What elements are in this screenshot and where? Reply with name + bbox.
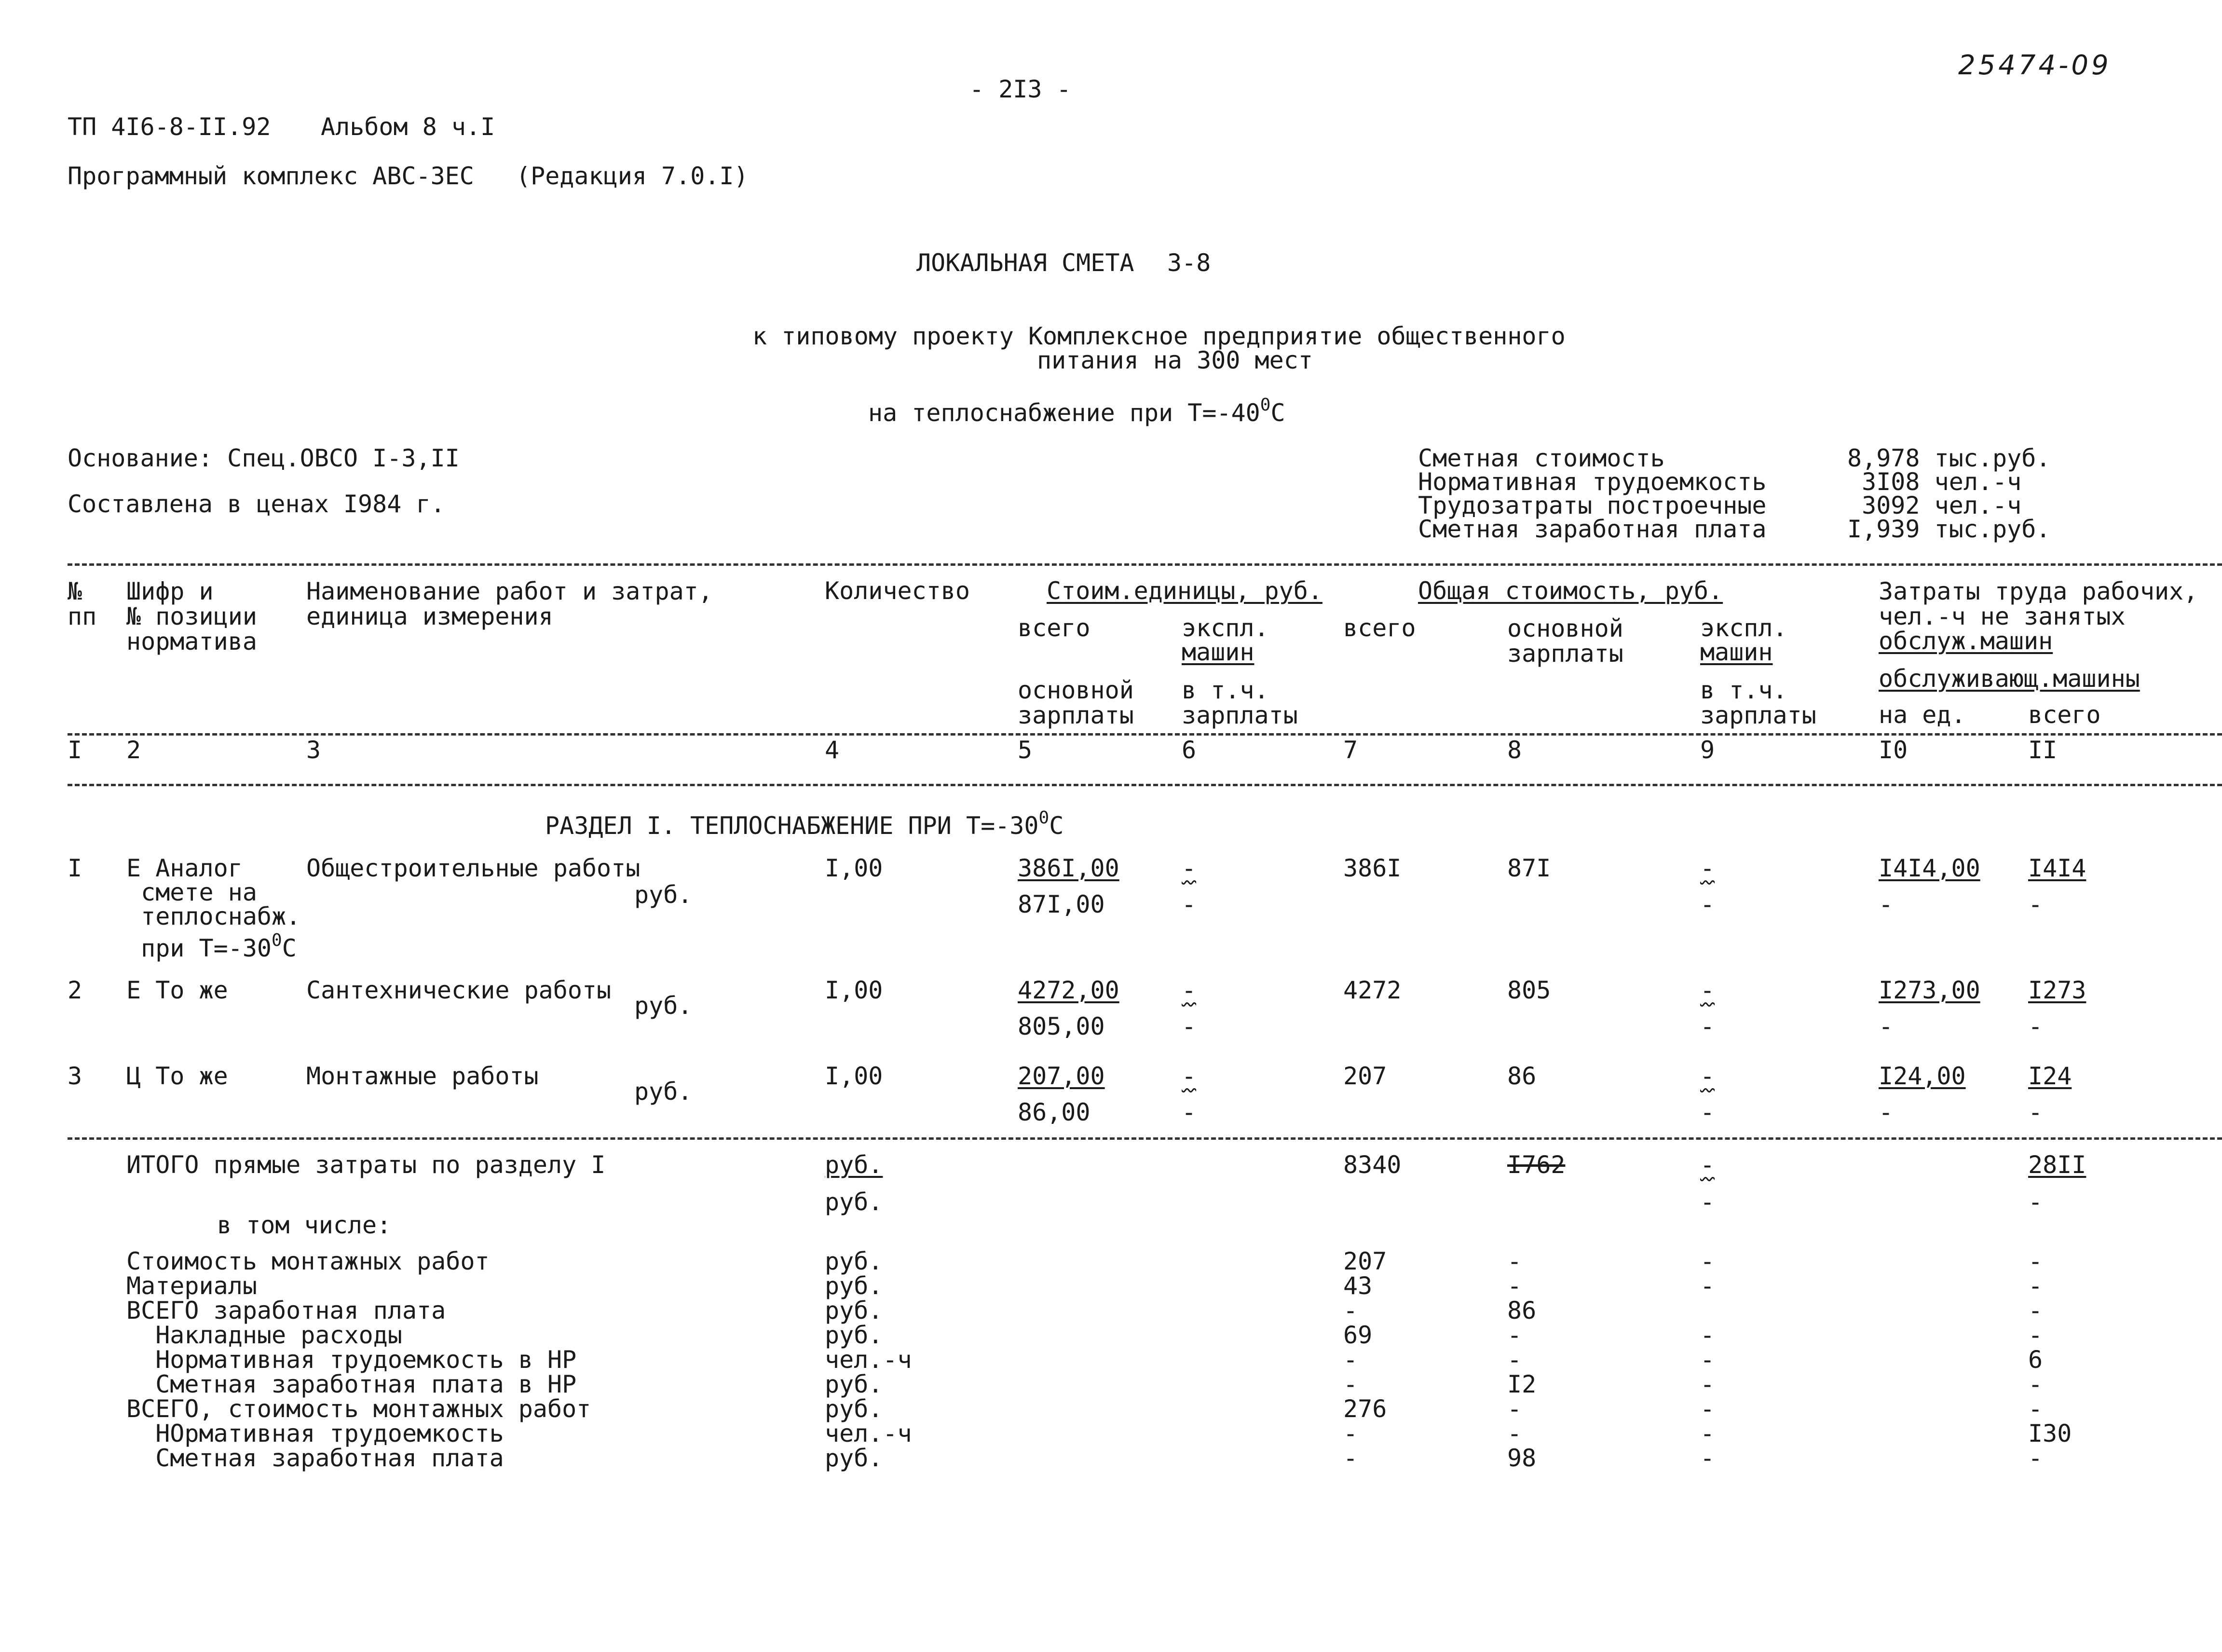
row-total-wages: 86 <box>1507 1062 1537 1090</box>
breakdown-wages: - <box>1507 1395 1522 1423</box>
row-code: Ц То же <box>126 1062 228 1090</box>
row-unit-cost: 207,00 <box>1018 1062 1105 1090</box>
breakdown-total: - <box>1343 1420 1358 1447</box>
column-number: 6 <box>1182 736 1197 764</box>
row-unit-wages: 805,00 <box>1018 1012 1105 1040</box>
row-total: 207 <box>1343 1062 1387 1090</box>
column-number: 7 <box>1343 736 1358 764</box>
breakdown-wages: I2 <box>1507 1370 1537 1398</box>
column-number: 9 <box>1700 736 1715 764</box>
totals-label: ИТОГО прямые затраты по разделу I <box>126 1151 606 1179</box>
col-header-total-cost: Общая стоимость, руб. <box>1418 577 1723 605</box>
row-unit: руб. <box>634 881 693 909</box>
breakdown-wages: - <box>1507 1420 1522 1447</box>
breakdown-unit: руб. <box>825 1297 883 1324</box>
breakdown-label: Стоимость монтажных работ <box>126 1247 490 1275</box>
breakdown-labor: 6 <box>2028 1346 2043 1374</box>
row-unit-cost: 4272,00 <box>1018 976 1119 1004</box>
row-unit-machine-wages: - <box>1182 1098 1197 1126</box>
summary-label: Трудозатраты построечные <box>1418 492 1767 519</box>
page-title: ЛОКАЛЬНАЯ СМЕТА <box>916 249 1134 277</box>
breakdown-unit: чел.-ч <box>825 1346 912 1374</box>
breakdown-unit: чел.-ч <box>825 1420 912 1447</box>
table-top-rule <box>68 563 2222 566</box>
col-header-number: № пп <box>68 577 97 630</box>
summary-value: 8,978 тыс.руб. <box>1847 444 2051 472</box>
row-total-machine-wages: - <box>1700 890 1715 918</box>
col-header-unit-wages: основной зарплаты <box>1018 676 1134 729</box>
row-labor-total: I4I4 <box>2028 854 2086 882</box>
col-header-total-machines-2: машин <box>1700 638 1773 666</box>
breakdown-machines: - <box>1700 1247 1715 1275</box>
breakdown-machines: - <box>1700 1420 1715 1447</box>
breakdown-total: - <box>1343 1346 1358 1374</box>
summary-label: Нормативная трудоемкость <box>1418 468 1767 496</box>
breakdown-label: Материалы <box>126 1272 257 1300</box>
col-header-labor-sub2: обслуживающ.машины <box>1879 665 2140 693</box>
row-name: Монтажные работы <box>306 1062 539 1090</box>
breakdown-wages: - <box>1507 1247 1522 1275</box>
row-unit-cost: 386I,00 <box>1018 854 1119 882</box>
edition-label: (Редакция 7.0.I) <box>516 162 749 190</box>
breakdown-labor: I30 <box>2028 1420 2072 1447</box>
row-labor-total-machines: - <box>2028 890 2043 918</box>
breakdown-machines: - <box>1700 1370 1715 1398</box>
basis-label: Основание: Спец.ОВСО I-3,II <box>68 444 460 472</box>
totals-labor: 28II <box>2028 1151 2086 1179</box>
breakdown-unit: руб. <box>825 1272 883 1300</box>
section-title: РАЗДЕЛ I. ТЕПЛОСНАБЖЕНИЕ ПРИ $Т=-30^0С$ <box>545 808 1064 840</box>
col-header-labor-total: всего <box>2028 701 2101 729</box>
project-code: ТП 4I6-8-II.92 <box>68 113 271 141</box>
col-header-unit-machines-2: машин <box>1182 638 1254 666</box>
breakdown-unit: руб. <box>825 1321 883 1349</box>
breakdown-unit: руб. <box>825 1370 883 1398</box>
breakdown-labor: - <box>2028 1272 2043 1300</box>
totals-labor-machines: - <box>2028 1188 2043 1216</box>
col-header-per-unit: на ед. <box>1879 701 1966 729</box>
col-header-code: Шифр и № позиции норматива <box>126 577 257 655</box>
breakdown-wages: 98 <box>1507 1444 1537 1472</box>
col-header-total-wages: основной зарплаты <box>1507 614 1623 668</box>
breakdown-label: Накладные расходы <box>126 1321 402 1349</box>
breakdown-wages: - <box>1507 1321 1522 1349</box>
row-number: 3 <box>68 1062 82 1090</box>
column-number: I0 <box>1879 736 1908 764</box>
row-total-wages: 805 <box>1507 976 1551 1004</box>
row-unit: руб. <box>634 1078 693 1106</box>
breakdown-labor: - <box>2028 1444 2043 1472</box>
row-number: 2 <box>68 976 82 1004</box>
breakdown-total: 43 <box>1343 1272 1373 1300</box>
breakdown-total: 276 <box>1343 1395 1387 1423</box>
column-number-rule <box>68 733 2222 736</box>
col-header-total: всего <box>1343 614 1416 642</box>
breakdown-wages: 86 <box>1507 1297 1537 1324</box>
breakdown-wages: - <box>1507 1272 1522 1300</box>
col-header-quantity: Количество <box>825 577 970 605</box>
summary-label: Сметная заработная плата <box>1418 515 1767 543</box>
row-quantity: I,00 <box>825 1062 883 1090</box>
breakdown-total: - <box>1343 1297 1358 1324</box>
row-quantity: I,00 <box>825 854 883 882</box>
breakdown-machines: - <box>1700 1272 1715 1300</box>
col-header-name: Наименование работ и затрат, единица измерения <box>306 577 713 630</box>
row-total: 4272 <box>1343 976 1402 1004</box>
header-bottom-rule <box>68 784 2222 786</box>
including-label: в том числе: <box>217 1211 392 1239</box>
estimate-number: 3-8 <box>1167 249 1211 277</box>
row-unit-machine-wages: - <box>1182 1012 1197 1040</box>
row-labor-total: I273 <box>2028 976 2086 1004</box>
row-code: Е Аналог смете на теплоснабж. при $Т=-30^0С$ <box>126 854 301 962</box>
rows-bottom-rule <box>68 1137 2222 1140</box>
row-labor-per-unit-machines: - <box>1879 1012 1894 1040</box>
column-number: 4 <box>825 736 840 764</box>
breakdown-machines: - <box>1700 1395 1715 1423</box>
column-number: 5 <box>1018 736 1033 764</box>
totals-machines: - <box>1700 1151 1715 1179</box>
breakdown-unit: руб. <box>825 1444 883 1472</box>
row-total-machines: - <box>1700 976 1715 1004</box>
row-labor-total-machines: - <box>2028 1012 2043 1040</box>
column-number: II <box>2028 736 2058 764</box>
page-number: - 2I3 - <box>969 75 1071 103</box>
totals-unit: руб. <box>825 1151 883 1179</box>
col-header-labor: Затраты труда рабочих, чел.-ч не занятых <box>1879 577 2198 630</box>
col-header-unit-cost: Стоим.единицы, руб. <box>1047 577 1322 605</box>
breakdown-machines: - <box>1700 1346 1715 1374</box>
totals-wages: I762 <box>1507 1151 1566 1179</box>
col-header-unit-incl-wages: в т.ч. зарплаты <box>1182 676 1298 729</box>
breakdown-machines: - <box>1700 1444 1715 1472</box>
column-number: 2 <box>126 736 141 764</box>
row-code: Е То же <box>126 976 228 1004</box>
row-total-machine-wages: - <box>1700 1098 1715 1126</box>
row-quantity: I,00 <box>825 976 883 1004</box>
row-name: Общестроительные работы <box>306 854 641 882</box>
row-labor-total: I24 <box>2028 1062 2072 1090</box>
row-labor-per-unit: I273,00 <box>1879 976 1980 1004</box>
breakdown-labor: - <box>2028 1297 2043 1324</box>
column-number: 3 <box>306 736 321 764</box>
row-number: I <box>68 854 82 882</box>
breakdown-labor: - <box>2028 1395 2043 1423</box>
album-label: Альбом 8 ч.I <box>321 113 495 141</box>
breakdown-label: ВСЕГО, стоимость монтажных работ <box>126 1395 591 1423</box>
breakdown-total: - <box>1343 1370 1358 1398</box>
row-unit-machines: - <box>1182 976 1197 1004</box>
totals-machine-wages: - <box>1700 1188 1715 1216</box>
breakdown-unit: руб. <box>825 1395 883 1423</box>
breakdown-labor: - <box>2028 1370 2043 1398</box>
row-unit-machines: - <box>1182 854 1197 882</box>
breakdown-machines: - <box>1700 1321 1715 1349</box>
row-unit-machine-wages: - <box>1182 890 1197 918</box>
col-header-total-incl-wages: в т.ч. зарплаты <box>1700 676 1816 729</box>
totals-total: 8340 <box>1343 1151 1402 1179</box>
totals-unit-2: руб. <box>825 1188 883 1216</box>
breakdown-total: 69 <box>1343 1321 1373 1349</box>
row-labor-per-unit: I4I4,00 <box>1879 854 1980 882</box>
breakdown-label: Сметная заработная плата в НР <box>126 1370 577 1398</box>
summary-value: I,939 тыс.руб. <box>1847 515 2051 543</box>
breakdown-unit: руб. <box>825 1247 883 1275</box>
title-line-1: к типовому проекту Комплексное предприятие общественного <box>752 322 1566 350</box>
col-header-total-machines: экспл. <box>1700 614 1787 642</box>
document-code: 25474-09 <box>1958 50 2112 81</box>
column-number: 8 <box>1507 736 1522 764</box>
summary-value: 3092 чел.-ч <box>1847 492 2022 519</box>
breakdown-labor: - <box>2028 1321 2043 1349</box>
row-labor-per-unit-machines: - <box>1879 890 1894 918</box>
col-header-labor-sub1: обслуж.машин <box>1879 627 2053 655</box>
row-total-machines: - <box>1700 1062 1715 1090</box>
breakdown-label: ВСЕГО заработная плата <box>126 1297 446 1324</box>
title-line-2: питания на 300 мест <box>1037 346 1313 374</box>
title-line-3: на теплоснабжение при $Т=-40^0С$ <box>868 395 1285 427</box>
breakdown-labor: - <box>2028 1247 2043 1275</box>
col-header-unit-machines: экспл. <box>1182 614 1269 642</box>
row-total-machine-wages: - <box>1700 1012 1715 1040</box>
breakdown-label: Сметная заработная плата <box>126 1444 504 1472</box>
summary-label: Сметная стоимость <box>1418 444 1665 472</box>
breakdown-label: Нормативная трудоемкость в НР <box>126 1346 577 1374</box>
breakdown-label: НОрмативная трудоемкость <box>126 1420 504 1447</box>
row-labor-per-unit: I24,00 <box>1879 1062 1966 1090</box>
row-unit: руб. <box>634 992 693 1020</box>
prices-label: Составлена в ценах I984 г. <box>68 490 445 518</box>
breakdown-total: 207 <box>1343 1247 1387 1275</box>
row-labor-total-machines: - <box>2028 1098 2043 1126</box>
row-total-wages: 87I <box>1507 854 1551 882</box>
row-unit-wages: 87I,00 <box>1018 890 1105 918</box>
col-header-unit-total: всего <box>1018 614 1091 642</box>
breakdown-wages: - <box>1507 1346 1522 1374</box>
row-total-machines: - <box>1700 854 1715 882</box>
row-total: 386I <box>1343 854 1402 882</box>
breakdown-total: - <box>1343 1444 1358 1472</box>
row-unit-machines: - <box>1182 1062 1197 1090</box>
row-name: Сантехнические работы <box>306 976 612 1004</box>
software-label: Программный комплекс АВС-3ЕС <box>68 162 474 190</box>
summary-value: 3I08 чел.-ч <box>1847 468 2022 496</box>
column-number: I <box>68 736 82 764</box>
row-unit-wages: 86,00 <box>1018 1098 1091 1126</box>
row-labor-per-unit-machines: - <box>1879 1098 1894 1126</box>
